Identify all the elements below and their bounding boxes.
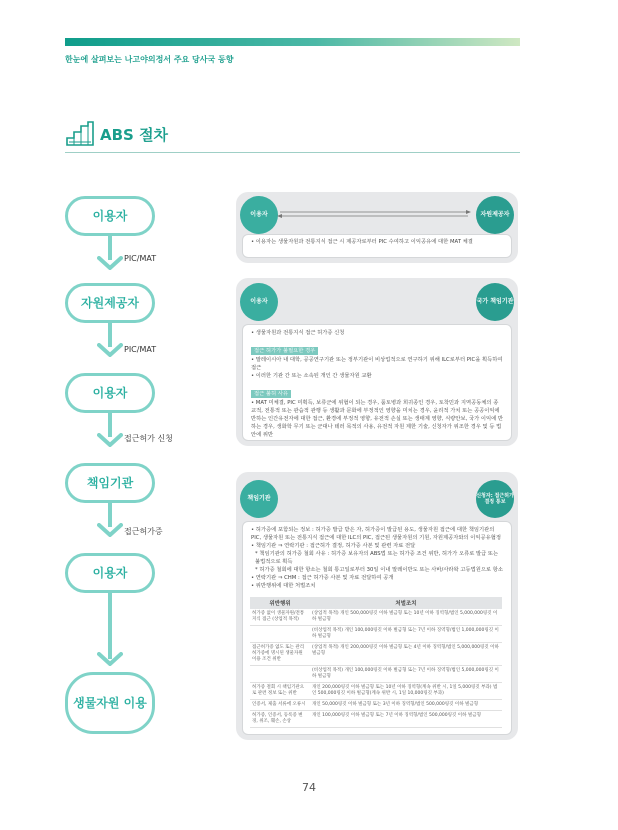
table-cell bbox=[250, 626, 310, 643]
table-row bbox=[250, 711, 502, 728]
flow-connector bbox=[108, 593, 112, 659]
header-accent-bar bbox=[65, 38, 520, 46]
panel2-line: • 이러한 기관 간 또는 소속된 개인 간 생물자원 교환 bbox=[251, 373, 372, 379]
panel3-line: • 위반행위에 대한 처벌조치 bbox=[251, 583, 316, 589]
bubble-user: 이용자 bbox=[240, 283, 278, 321]
table-header: 위반행위 bbox=[250, 597, 310, 609]
chevron-down-icon bbox=[97, 523, 123, 537]
table-cell: 허가증 없이 생물자원/전통지식 접근 (상업적 목적) bbox=[250, 609, 310, 626]
flow-step-provider: 자원제공자 bbox=[65, 283, 155, 323]
flow-label-permit: 접근허가증 bbox=[124, 527, 163, 536]
panel2-card bbox=[242, 324, 512, 441]
table-cell: 개인 200,000링깃 이하 벌금형 또는 10년 이하 징역형(계속 위반 시, 1일 5,000링깃 부과) 법인 500,000링깃 이하 벌금형(계속 위반 시, 1일 10,000링깃 부과) bbox=[310, 683, 502, 700]
table-cell: 허가증, 인증서, 등록증 변경, 위조, 훼손, 손상 bbox=[250, 711, 310, 728]
panel3-line: • 허가증에 포함되는 정보 : 허가증 발급 받은 자, 허가증이 발급된 용도, 생물자원 접근에 대한 책임기관의 PIC, 생물자원 또는 전통지식 접근에 대한 ILC의 PIC, 접근된 생물자원의 기원, 자원제공자와의 이익공유협정 bbox=[251, 527, 501, 541]
flow-step-authority: 책임기관 bbox=[65, 463, 155, 503]
bubble-provider: 자원제공자 bbox=[476, 196, 514, 234]
chevron-down-icon bbox=[97, 652, 123, 666]
stairs-icon bbox=[65, 121, 95, 147]
table-row bbox=[250, 666, 502, 683]
table-cell: (상업적 목적) 개인 500,000링깃 이하 벌금형 또는 10년 이하 징역형/법인 5,000,000링깃 이하 벌금형 bbox=[310, 609, 502, 626]
table-cell: 개인 100,000링깃 이하 벌금형 또는 7년 이하 징역형/법인 500,000링깃 이하 벌금형 bbox=[310, 711, 502, 728]
panel3-line: * 책임기관의 허가증 철회 사유 : 허가증 보유자의 ABS법 또는 허가증 조건 위반, 허가가 오류로 발급 또는 불법적으로 획득 bbox=[255, 551, 499, 565]
table-row bbox=[250, 609, 502, 626]
panel2-line: • 말레이시아 내 대학, 공공연구기관 또는 정부기관이 비상업적으로 연구하기 위해 ILC로부터 PIC을 획득하여 접근 bbox=[251, 357, 503, 371]
double-arrow-icon bbox=[276, 210, 472, 218]
flow-label-apply: 접근허가 신청 bbox=[124, 434, 173, 443]
header-title: 한눈에 살펴보는 나고야의정서 주요 당사국 동향 bbox=[65, 55, 234, 64]
chevron-down-icon bbox=[97, 343, 123, 357]
table-cell: (비상업적 목적) 개인 100,000링깃 이하 벌금형 또는 7년 이하 징역형/법인 5,000,000링깃 이하 벌금형 bbox=[310, 666, 502, 683]
table-cell: 허가증 철회 시 책임기관으로 관련 정보 또는 위반 bbox=[250, 683, 310, 700]
flow-step-utilization: 생물자원 이용 bbox=[65, 672, 155, 734]
table-cell: 인증서, 제출 서류에 오류시 bbox=[250, 700, 310, 711]
table-row bbox=[250, 683, 502, 700]
table-row bbox=[250, 626, 502, 643]
page-number: 74 bbox=[302, 781, 316, 794]
table-cell: 개인 50,000링깃 이하 벌금형 또는 3년 이하 징역형/법인 500,000링깃 이하 벌금형 bbox=[310, 700, 502, 711]
penalty-table bbox=[250, 597, 502, 728]
panel3-line: • 연락기관 ⇒ CHM : 접근 허가증 사본 및 자료 전달하여 공개 bbox=[251, 575, 394, 581]
panel1-card bbox=[242, 234, 512, 258]
panel2-line: • MAT 미체결, PIC 미획득, 보류군에 위협이 되는 경우, 품토병과 희귀종인 경우, 토착민과 지역공동체의 종교적, 전통적 또는 관습적 관행 등 생활과 문화에 부정적인 영향을 미치는 경우, 윤리적 가치 또는 공공이익에 반하는 인간유전자에 대한 접근, 환경에 부정적 영향, 유전적 손실 또는 생태계 영향, 식량안보, 국가 이익에 반하는 경우, 생화학 무기 또는 군대나 테러 목적의 사용, 유전적 자원 제한 기술, 신청자가 위조한 경우 및 등 법안에 위반 bbox=[251, 400, 504, 438]
table-cell bbox=[250, 666, 310, 683]
flow-step-user-1: 이용자 bbox=[65, 196, 155, 236]
chevron-down-icon bbox=[97, 256, 123, 270]
tag-refusal: 접근 불허 사유 bbox=[251, 390, 291, 398]
panel1-text: • 이용자는 생물자원과 전통지식 접근 시 제공자로부터 PIC 수여하고 이익공유에 대한 MAT 체결 bbox=[251, 239, 473, 245]
table-row bbox=[250, 700, 502, 711]
panel3-line: * 허가증 철회에 대한 항소는 철회 통고일로부터 30일 이내 말레이반도 또는 사바/사라왁 고등법원으로 항소 bbox=[255, 567, 503, 573]
table-header: 처벌조치 bbox=[310, 597, 502, 609]
chevron-down-icon bbox=[97, 433, 123, 447]
flow-step-user-2: 이용자 bbox=[65, 373, 155, 413]
table-row bbox=[250, 643, 502, 666]
flow-label-pic-mat-2: PIC/MAT bbox=[124, 345, 157, 354]
table-cell: (상업적 목적) 개인 200,000링깃 이하 벌금형 또는 4년 이하 징역형/법인 5,000,000링깃 이하 벌금형 bbox=[310, 643, 502, 666]
section-title: ABS 절차 bbox=[100, 126, 169, 144]
bubble-authority: 책임기관 bbox=[240, 480, 278, 518]
bubble-applicant: 신청자: 접근허가 결정 통보 bbox=[476, 480, 514, 518]
panel3-line: • 책임기관 ⇒ 연락기관 : 접근허가 결정, 허가증 사본 및 관련 자료 전달 bbox=[251, 543, 416, 549]
section-divider bbox=[65, 152, 520, 153]
tag-exemption: 접근 허가가 불필요한 경우 bbox=[251, 347, 318, 355]
table-cell: 접근허가증 없도 또는 관리 허가증에 명시된 생물자원 이용 조건 위반 bbox=[250, 643, 310, 666]
flow-label-pic-mat-1: PIC/MAT bbox=[124, 254, 157, 263]
bubble-user: 이용자 bbox=[240, 196, 278, 234]
panel2-line: • 생물자원과 전통지식 접근 허가증 신청 bbox=[251, 330, 345, 336]
bubble-national-authority: 국가 책임기관 bbox=[476, 283, 514, 321]
table-cell: (비상업적 목적) 개인 100,000링깃 이하 벌금형 또는 7년 이하 징역형/법인 1,000,000링깃 이하 벌금형 bbox=[310, 626, 502, 643]
flow-step-user-3: 이용자 bbox=[65, 553, 155, 593]
